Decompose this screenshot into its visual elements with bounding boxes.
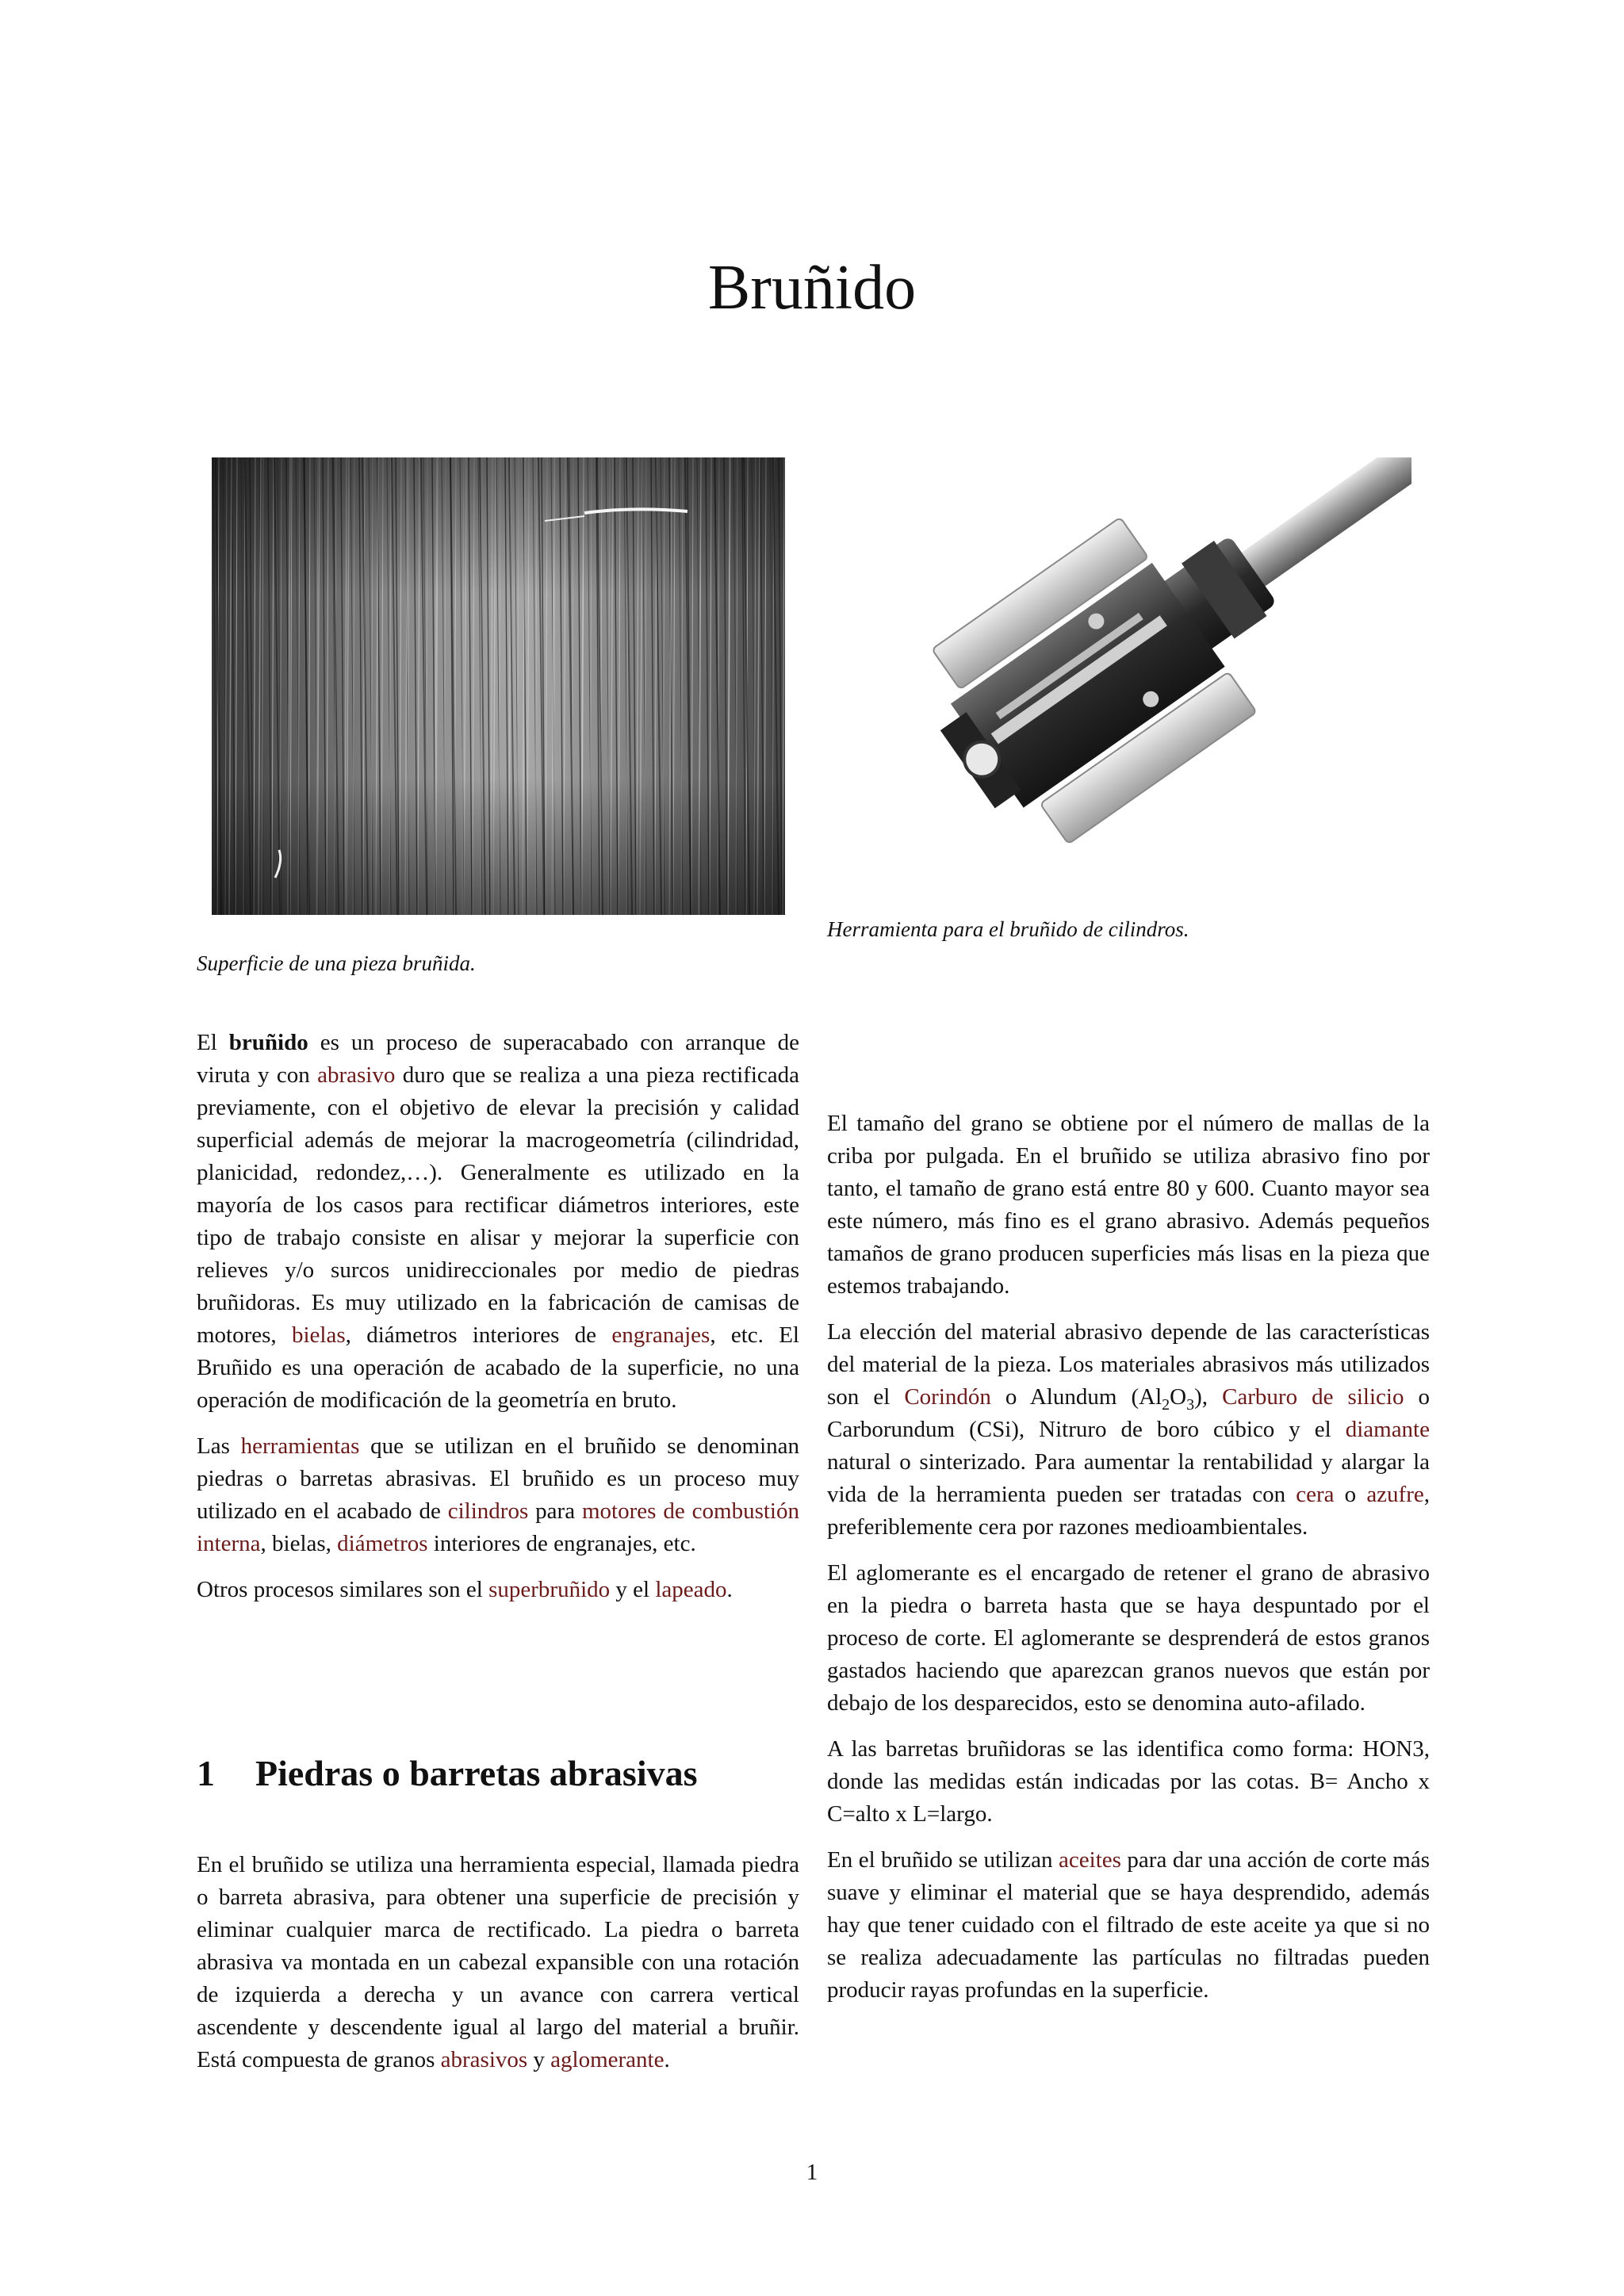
text: , diámetros interiores de: [345, 1322, 612, 1348]
text: y el: [610, 1577, 656, 1602]
text: o Carborundum (CSi), Nitruro de boro cúbico y el: [827, 1384, 1430, 1442]
section-number: 1: [197, 1753, 215, 1793]
paragraph-similar: [197, 1574, 799, 1606]
section-heading: [197, 1752, 698, 1794]
link-corindon[interactable]: Corindón: [904, 1384, 991, 1410]
text: que se utilizan en el bruñido se denominan piedras o barretas abrasivas. El bruñido es un proceso muy utilizado en el acabado de: [197, 1433, 800, 1524]
link-lapeado[interactable]: lapeado: [655, 1577, 727, 1602]
text: y: [527, 2047, 551, 2072]
paragraph-intro: [197, 1027, 799, 1417]
link-cera[interactable]: cera: [1296, 1482, 1335, 1507]
text: natural o sinterizado. Para aumentar la rentabilidad y alargar la vida de la herramienta pueden ser tratadas con: [827, 1449, 1430, 1507]
left-column: [197, 1027, 799, 1620]
link-azufre[interactable]: azufre: [1366, 1482, 1424, 1507]
text: interiores de engranajes, etc.: [427, 1531, 696, 1556]
text: En el bruñido se utiliza una herramienta especial, llamada piedra o barreta abrasiva, para obtener una superficie de precisión y eliminar cualquier marca de rectificado. La piedra o barreta abrasiva va montada en un cabezal expansible con una rotación de izquierda a derecha y un avance con carrera vertical ascendente y descendente igual al largo del material a bruñir. Está compuesta de granos: [197, 1852, 799, 2072]
page-title: Bruñido: [707, 253, 917, 323]
paragraph-hon3: A las barretas bruñidoras se las identifica como forma: HON3, donde las medidas están indicadas por las cotas. B= Ancho x C=alto x L=largo.: [827, 1736, 1430, 1827]
link-motores-combustion-interna[interactable]: motores de combustión interna: [197, 1498, 799, 1556]
link-herramientas[interactable]: herramientas: [240, 1433, 360, 1459]
paragraph-tools: [197, 1430, 799, 1560]
link-cilindros[interactable]: cilindros: [447, 1498, 529, 1524]
right-figure-caption: Herramienta para el bruñido de cilindros.: [827, 917, 1189, 941]
text: El: [197, 1030, 229, 1055]
text: Las: [197, 1433, 241, 1459]
text: O: [1170, 1384, 1187, 1410]
link-bielas[interactable]: bielas: [291, 1322, 346, 1348]
text: , bielas,: [260, 1531, 338, 1556]
text: , etc. El Bruñido es una operación de acabado de la superficie, no una operación de modificación de la geometría en bruto.: [197, 1322, 799, 1413]
text: En el bruñido se utilizan: [827, 1847, 1059, 1873]
link-diametros[interactable]: diámetros: [337, 1531, 428, 1556]
link-superbrunido[interactable]: superbruñido: [488, 1577, 611, 1602]
link-carburo-de-silicio[interactable]: Carburo de silicio: [1222, 1384, 1404, 1410]
honed-surface-image: [212, 457, 785, 915]
section-title: Piedras o barretas abrasivas: [255, 1753, 698, 1793]
text: .: [664, 2047, 670, 2072]
link-abrasivos[interactable]: abrasivos: [440, 2047, 528, 2072]
paragraph-abrasive-material: [827, 1316, 1430, 1544]
link-aceites[interactable]: aceites: [1059, 1847, 1121, 1873]
text: La elección del material abrasivo depende de las características del material de la pieza. Los materiales abrasivos más utilizados son el: [827, 1319, 1430, 1410]
link-diamante[interactable]: diamante: [1345, 1417, 1430, 1442]
right-column: [827, 1108, 1430, 2020]
text: o: [1334, 1482, 1367, 1507]
text: .: [726, 1577, 733, 1602]
term-bold: bruñido: [228, 1030, 308, 1055]
subscript: 3: [1186, 1395, 1195, 1414]
text: ),: [1194, 1384, 1223, 1410]
text: Otros procesos similares son el: [197, 1577, 489, 1602]
left-figure-caption: Superficie de una pieza bruñida.: [197, 951, 476, 975]
text: es un proceso de superacabado con arranque de viruta y con: [197, 1030, 799, 1088]
text: , preferiblemente cera por razones medioambientales.: [827, 1482, 1430, 1540]
page-number: 1: [806, 2160, 818, 2185]
text: para: [528, 1498, 582, 1524]
text: para dar una acción de corte más suave y eliminar el material que se haya desprendido, además hay que tener cuidado con el filtrado de este aceite ya que si no se realiza adecuadamente las partículas no filtradas pueden producir rayas profundas en la superficie.: [827, 1847, 1430, 2003]
text: duro que se realiza a una pieza rectificada previamente, con el objetivo de elevar la precisión y calidad superficial además de mejorar la macrogeometría (cilindridad, planicidad, redondez,…). Generalmente es utilizado en la mayoría de los casos para rectificar diámetros interiores, este tipo de trabajo consiste en alisar y mejorar la superficie con relieves y/o surcos unidireccionales por medio de piedras bruñidoras. Es muy utilizado en la fabricación de camisas de motores,: [197, 1062, 800, 1348]
honing-tool-image: [845, 457, 1411, 886]
link-abrasivo[interactable]: abrasivo: [317, 1062, 396, 1088]
paragraph-binder: El aglomerante es el encargado de retener el grano de abrasivo en la piedra o barreta hasta que se haya despuntado por el proceso de corte. El aglomerante se desprenderá de estos granos gastados haciendo que aparezcan granos nuevos que están por debajo de los desparecidos, esto se denomina auto-afilado.: [827, 1560, 1430, 1716]
text: o Alundum (Al: [990, 1384, 1162, 1410]
subscript: 2: [1162, 1395, 1170, 1414]
paragraph-oils: [827, 1844, 1430, 2007]
link-engranajes[interactable]: engranajes: [611, 1322, 710, 1348]
paragraph-stones: [197, 1849, 799, 2076]
left-column-section: [197, 1849, 799, 2090]
link-aglomerante[interactable]: aglomerante: [550, 2047, 665, 2072]
paragraph-grain-size: El tamaño del grano se obtiene por el número de mallas de la criba por pulgada. En el bruñido se utiliza abrasivo fino por tanto, el tamaño de grano está entre 80 y 600. Cuanto mayor sea este número, más fino es el grano abrasivo. Además pequeños tamaños de grano producen superficies más lisas en la pieza que estemos trabajando.: [827, 1111, 1430, 1299]
